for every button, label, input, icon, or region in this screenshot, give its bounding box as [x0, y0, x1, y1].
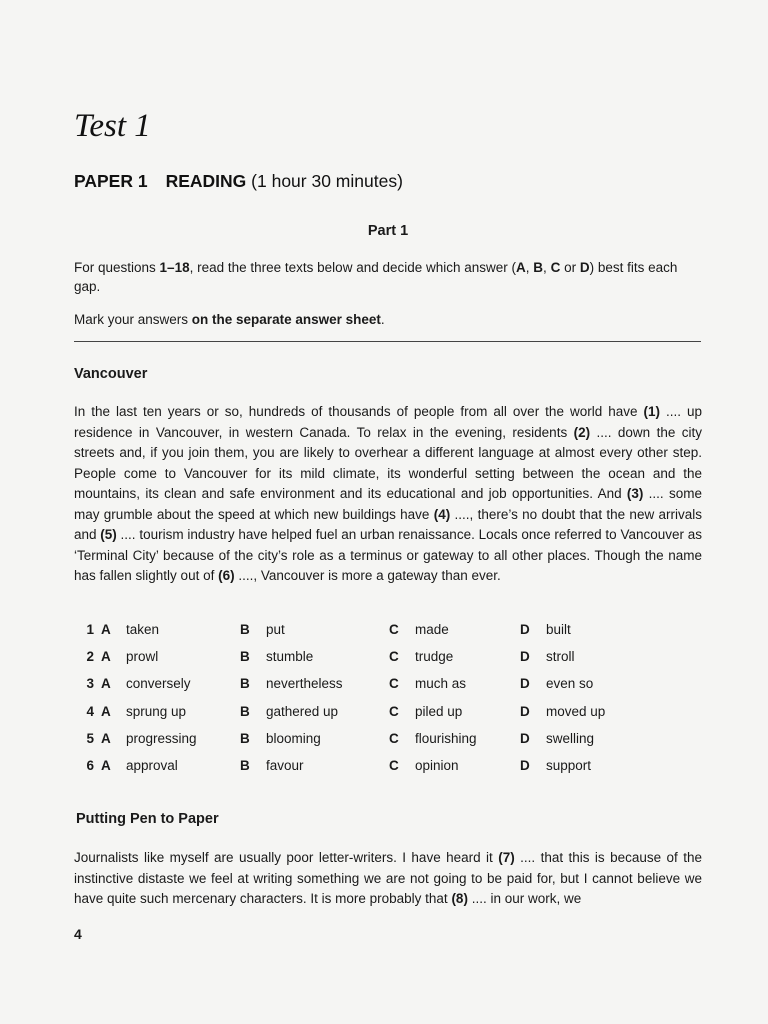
option-letter-d: D: [520, 757, 530, 773]
option-letter-a: A: [101, 703, 111, 719]
option-letter-d: D: [520, 703, 530, 719]
passage-text: ...., there’s no doubt that the new arrivals and: [74, 506, 703, 542]
option-a: progressing: [126, 730, 197, 746]
option-c: made: [415, 622, 449, 637]
option-d: support: [546, 757, 592, 773]
option-c: piled up: [415, 703, 463, 719]
instructions-text: ,: [543, 260, 551, 275]
option-a: taken: [126, 622, 160, 637]
option-letter-d: D: [520, 649, 530, 665]
paper-duration: (1 hour 30 minutes): [251, 171, 403, 191]
question-number: 1: [86, 622, 94, 637]
gap-number: (1): [643, 404, 660, 419]
passage-vancouver: [74, 402, 702, 587]
option-b: nevertheless: [266, 676, 343, 692]
passage-text: Journalists like myself are usually poor letter-writers. I have heard it: [74, 850, 499, 865]
option-d: moved up: [546, 703, 606, 719]
option-letter-b: B: [240, 703, 250, 719]
option-letter-d: D: [520, 730, 530, 746]
passage-putting-pen-to-paper: [74, 848, 702, 910]
test-title: Test 1: [74, 108, 151, 144]
answer-letter: D: [579, 260, 590, 275]
section-title-putting-pen-to-paper: Putting Pen to Paper: [76, 811, 219, 827]
option-b: blooming: [266, 730, 321, 746]
instructions: [74, 258, 702, 296]
instructions-text: ,: [525, 260, 534, 275]
question-range: 1–18: [159, 260, 190, 275]
option-row-1: [74, 622, 694, 649]
option-letter-b: B: [240, 676, 250, 692]
passage-text: .... that this is because of the instinctive distaste we feel at writing something we are not going to be paid for, but I cannot believe we have quite such mercenary characters. It is more probably that: [74, 850, 702, 906]
passage-text: .... in our work, we: [467, 891, 582, 906]
question-number: 4: [86, 703, 94, 719]
answer-letter: A: [516, 260, 526, 275]
option-letter-c: C: [389, 676, 399, 692]
question-number: 5: [86, 730, 94, 746]
passage-text: .... down the city streets and, if you join them, you are likely to overhear a different language at almost every other step. People come to Vancouver for its mild climate, its wonderful setting between the ocean and the mountains, its clean and safe environment and its educational and job opportunities. And: [74, 424, 703, 501]
option-letter-c: C: [389, 757, 399, 773]
option-row-3: [74, 676, 694, 703]
mark-instruction: [74, 312, 385, 327]
option-a: conversely: [126, 676, 191, 692]
passage-text: ...., Vancouver is more a gateway than ever.: [234, 568, 501, 583]
passage-text: In the last ten years or so, hundreds of thousands of people from all over the world have: [74, 404, 644, 419]
option-letter-c: C: [389, 649, 399, 665]
option-c: trudge: [415, 649, 454, 665]
paper-heading: [74, 171, 403, 192]
gap-number: (5): [100, 527, 117, 542]
gap-number: (3): [626, 486, 644, 501]
question-number: 3: [86, 676, 94, 692]
option-d: stroll: [546, 649, 575, 665]
option-a: prowl: [126, 649, 159, 665]
option-row-5: [74, 731, 694, 758]
option-b: put: [266, 622, 285, 637]
option-row-4: [74, 704, 694, 731]
option-b: favour: [266, 757, 304, 773]
option-a: approval: [126, 757, 178, 773]
option-row-6: [74, 758, 694, 785]
option-d: swelling: [546, 730, 595, 746]
section-title-vancouver: Vancouver: [74, 366, 148, 382]
option-a: sprung up: [126, 703, 187, 719]
option-d: built: [546, 622, 571, 637]
gap-number: (6): [218, 568, 235, 583]
question-number: 2: [86, 649, 94, 665]
option-letter-b: B: [240, 649, 250, 665]
answer-letter: B: [533, 260, 544, 275]
gap-number: (2): [573, 424, 591, 440]
option-c: opinion: [415, 757, 459, 773]
option-letter-a: A: [101, 676, 111, 692]
passage-text: .... up residence in Vancouver, in western Canada. To relax in the evening, residents: [74, 404, 702, 440]
passage-text: .... some may grumble about the speed at which new buildings have: [74, 486, 702, 522]
option-c: flourishing: [415, 730, 477, 746]
option-letter-d: D: [520, 622, 530, 637]
part-title: Part 1: [367, 223, 409, 239]
option-letter-c: C: [389, 622, 399, 637]
option-c: much as: [415, 676, 467, 692]
page-number: 4: [74, 926, 82, 942]
divider: [74, 341, 701, 342]
gap-number: (8): [451, 891, 468, 906]
answer-letter: C: [550, 260, 561, 275]
instructions-text: , read the three texts below and decide which answer (: [189, 260, 517, 275]
option-letter-b: B: [240, 622, 250, 637]
paper-number: PAPER 1: [74, 171, 148, 191]
mark-text: .: [380, 312, 385, 327]
instructions-text: ) best fits each gap.: [74, 260, 678, 294]
mark-emphasis: on the separate answer sheet: [191, 312, 381, 327]
instructions-text: For questions: [74, 260, 160, 275]
mark-text: Mark your answers: [74, 312, 192, 327]
option-letter-a: A: [101, 649, 111, 665]
option-letter-a: A: [101, 622, 111, 637]
option-b: stumble: [266, 649, 314, 665]
option-letter-b: B: [240, 757, 250, 773]
option-b: gathered up: [266, 703, 339, 719]
option-letter-a: A: [101, 730, 111, 746]
gap-number: (7): [498, 850, 515, 865]
answer-options: [74, 622, 694, 785]
option-d: even so: [546, 676, 594, 692]
option-letter-c: C: [389, 703, 399, 719]
instructions-text: or: [560, 260, 580, 275]
option-letter-d: D: [520, 676, 530, 692]
passage-text: .... tourism industry have helped fuel an urban renaissance. Locals once referred to Vancouver as ‘Terminal City’ because of the city’s role as a terminus or gateway to all other places. Though the name has fallen slightly out of: [74, 527, 702, 583]
option-letter-b: B: [240, 730, 250, 746]
option-letter-c: C: [389, 730, 399, 746]
option-letter-a: A: [101, 757, 111, 773]
gap-number: (4): [433, 506, 451, 522]
question-number: 6: [86, 757, 94, 773]
option-row-2: [74, 649, 694, 676]
paper-name: READING: [165, 171, 247, 191]
